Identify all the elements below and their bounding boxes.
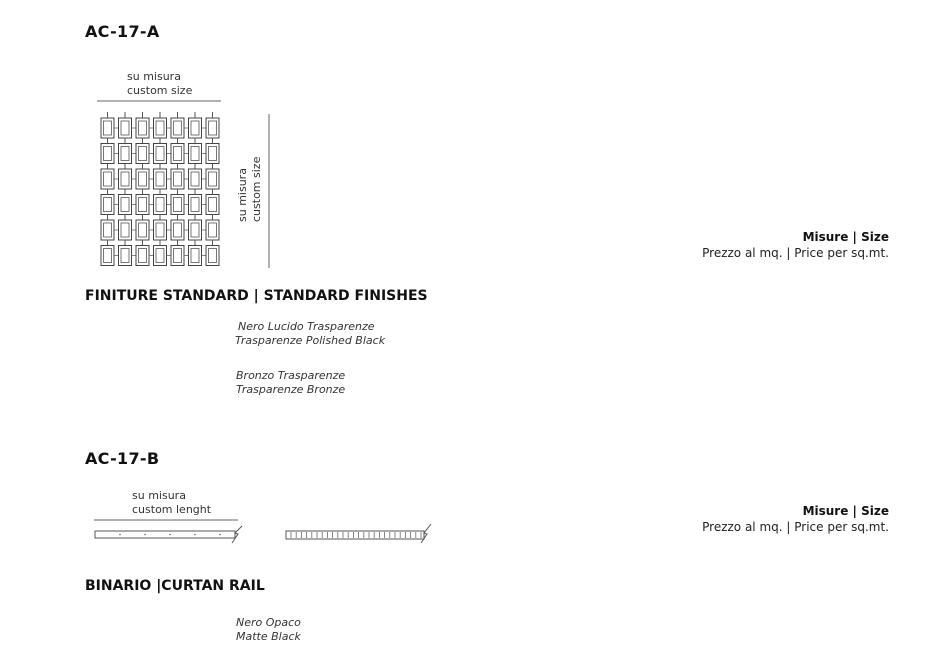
product-a-code: AC-17-A (85, 22, 160, 41)
rail-side-drawing (92, 516, 252, 546)
rail-heading: BINARIO |CURTAN RAIL (85, 578, 265, 594)
finish-item: Nero Lucido Trasparenze (238, 320, 375, 333)
price-label-it: Prezzo al mq. (702, 246, 783, 260)
size-title-it: Misure (802, 230, 849, 244)
rail-finish-item: Nero Opaco Matte Black (236, 616, 301, 643)
price-label-en: Price per sq.mt. (794, 246, 889, 260)
rail-top-drawing (283, 518, 433, 546)
size-title-en: Size (861, 230, 889, 244)
product-a-width-label: su misura custom size (127, 70, 193, 97)
height-dimension-line (266, 112, 272, 270)
size-title-it: Misure (802, 504, 849, 518)
product-a-height-label: su misura custom size (236, 156, 263, 222)
product-b-size-block: Misure | Size Prezzo al mq. | Price per sq.mt. (702, 504, 889, 534)
finishes-heading: FINITURE STANDARD | STANDARD FINISHES (85, 288, 428, 304)
product-b-code: AC-17-B (85, 449, 160, 468)
price-label-en: Price per sq.mt. (794, 520, 889, 534)
finish-item: Bronzo Trasparenze Trasparenze Bronze (236, 369, 346, 396)
size-title-en: Size (861, 504, 889, 518)
product-a-size-block: Misure | Size Prezzo al mq. | Price per sq.mt. (702, 230, 889, 260)
finish-item-line2: Trasparenze Polished Black (235, 334, 386, 347)
price-label-it: Prezzo al mq. (702, 520, 783, 534)
chain-mesh-curtain-drawing (98, 112, 222, 272)
product-b-length-label: su misura custom lenght (132, 489, 212, 516)
width-dimension-line (95, 98, 225, 104)
